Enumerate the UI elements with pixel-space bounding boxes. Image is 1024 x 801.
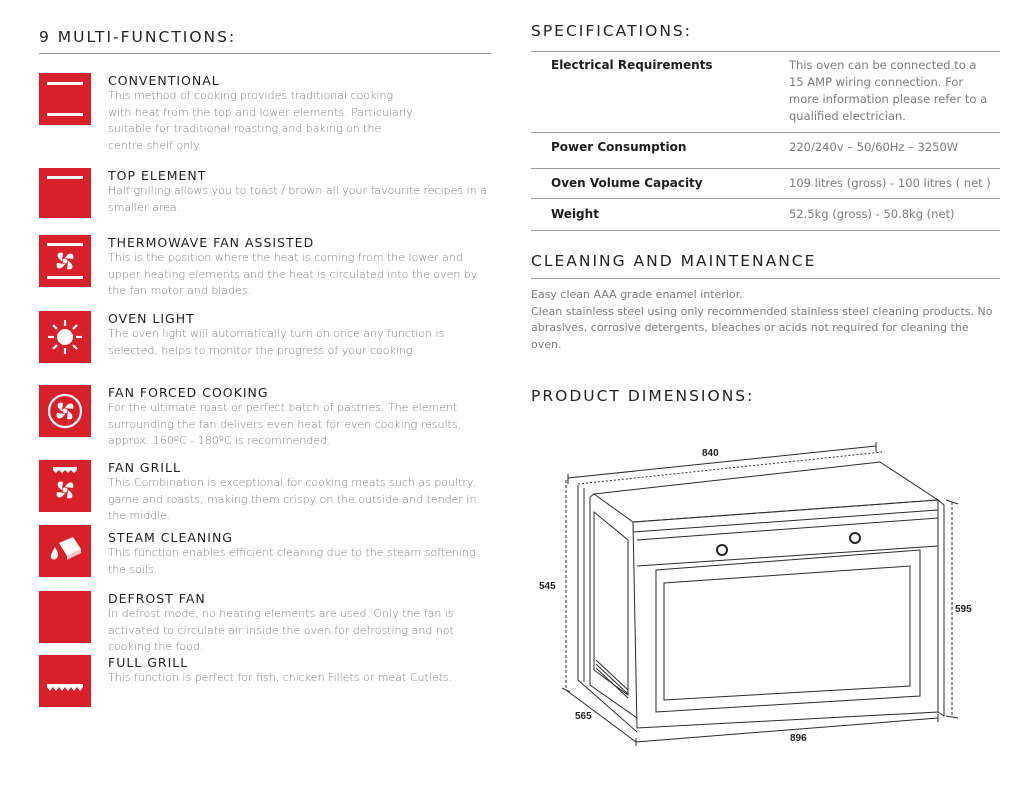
function-title: OVEN LIGHT	[108, 311, 195, 326]
cleaning-line: Easy clean AAA grade enamel interior.	[531, 288, 743, 301]
cleaning-heading: CLEANING AND MAINTENANCE	[531, 252, 817, 270]
table-row	[531, 133, 1000, 169]
cleaning-line: Clean stainless steel using only recommended stainless steel cleaning products. No abrasives, corrosive detergents, bleaches or acids not required for cleaning the oven.	[531, 304, 993, 351]
function-description: Half grilling allows you to toast / brown all your favourite recipes in a smaller area.	[108, 184, 487, 214]
table-row	[531, 169, 1000, 199]
spec-value: This oven can be connected to a 15 AMP wiring connection. For more information please refer to a qualified electrician.	[789, 52, 1000, 133]
function-title: CONVENTIONAL	[108, 73, 220, 88]
function-description: This Combination is exceptional for cooking meats such as poultry, game and roasts, making them crispy on the outside and tender in the middle.	[108, 476, 477, 522]
function-title: FAN GRILL	[108, 460, 181, 475]
spec-value: 52.5kg (gross) - 50.8kg (net)	[789, 199, 1000, 231]
function-title: DEFROST FAN	[108, 591, 206, 606]
dimension-width-top: 840	[702, 448, 719, 459]
dimension-width-bottom: 896	[790, 733, 807, 744]
dimension-height-left: 545	[539, 581, 556, 592]
spec-value: 109 litres (gross) - 100 litres ( net )	[789, 169, 1000, 199]
oven-light-icon	[39, 311, 91, 363]
specifications-table	[531, 52, 1000, 231]
function-title: THERMOWAVE FAN ASSISTED	[108, 235, 315, 250]
specifications-heading: SPECIFICATIONS:	[531, 22, 692, 40]
function-description: For the ultimate roast or perfect batch of pastries. The element surrounding the fan delivers even heat for even cooking results, approx. 160ºC - 180ºC is recommended.	[108, 401, 462, 447]
cleaning-text	[531, 287, 1001, 353]
dimensions-heading: PRODUCT DIMENSIONS:	[531, 387, 755, 405]
table-row	[531, 199, 1000, 231]
spec-key: Electrical Requirements	[531, 52, 789, 133]
oven-knobs	[717, 533, 860, 555]
function-title: STEAM CLEANING	[108, 530, 233, 545]
function-description: This function enables efficient cleaning due to the steam softening the soils.	[108, 546, 476, 576]
cleaning-divider	[531, 278, 1000, 279]
conventional-icon	[39, 73, 91, 125]
function-title: FAN FORCED COOKING	[108, 385, 269, 400]
function-title: TOP ELEMENT	[108, 168, 207, 183]
function-description: In defrost mode, no heating elements are used. Only the fan is activated to circulate air inside the oven for defrosting and not cooking the food.	[108, 607, 454, 653]
multi-functions-heading: 9 MULTI-FUNCTIONS:	[39, 28, 237, 46]
function-title: FULL GRILL	[108, 655, 189, 670]
steam-cleaning-icon	[39, 525, 91, 577]
dimension-height-right: 595	[955, 604, 972, 615]
fan-forced-icon	[39, 385, 91, 437]
top-element-icon	[39, 168, 91, 218]
dimension-depth: 565	[575, 711, 592, 722]
function-description: This is the position where the heat is coming from the lower and upper heating elements and the heat is circulated into the oven by the fan motor and blades.	[108, 251, 478, 297]
spec-value: 220/240v – 50/60Hz – 3250W	[789, 133, 1000, 169]
spec-key: Power Consumption	[531, 133, 789, 169]
full-grill-icon	[39, 655, 91, 707]
function-description: This function is perfect for fish, chicken Fillets or meat Cutlets.	[108, 671, 453, 684]
spec-key: Weight	[531, 199, 789, 231]
spec-key: Oven Volume Capacity	[531, 169, 789, 199]
defrost-fan-icon	[39, 591, 91, 643]
thermowave-fan-icon	[39, 235, 91, 287]
function-description: This method of cooking provides traditional cooking with heat from the top and lower elements. Particularly suitable for traditional roasting and baking on the centre shelf only.	[108, 89, 413, 152]
oven-dimension-diagram	[531, 430, 1001, 760]
table-row	[531, 52, 1000, 133]
fan-grill-icon	[39, 460, 91, 512]
multi-functions-divider	[39, 53, 491, 54]
function-description: The oven light will automatically turn on once any function is selected, helps to monitor the progress of your cooking.	[108, 327, 445, 357]
